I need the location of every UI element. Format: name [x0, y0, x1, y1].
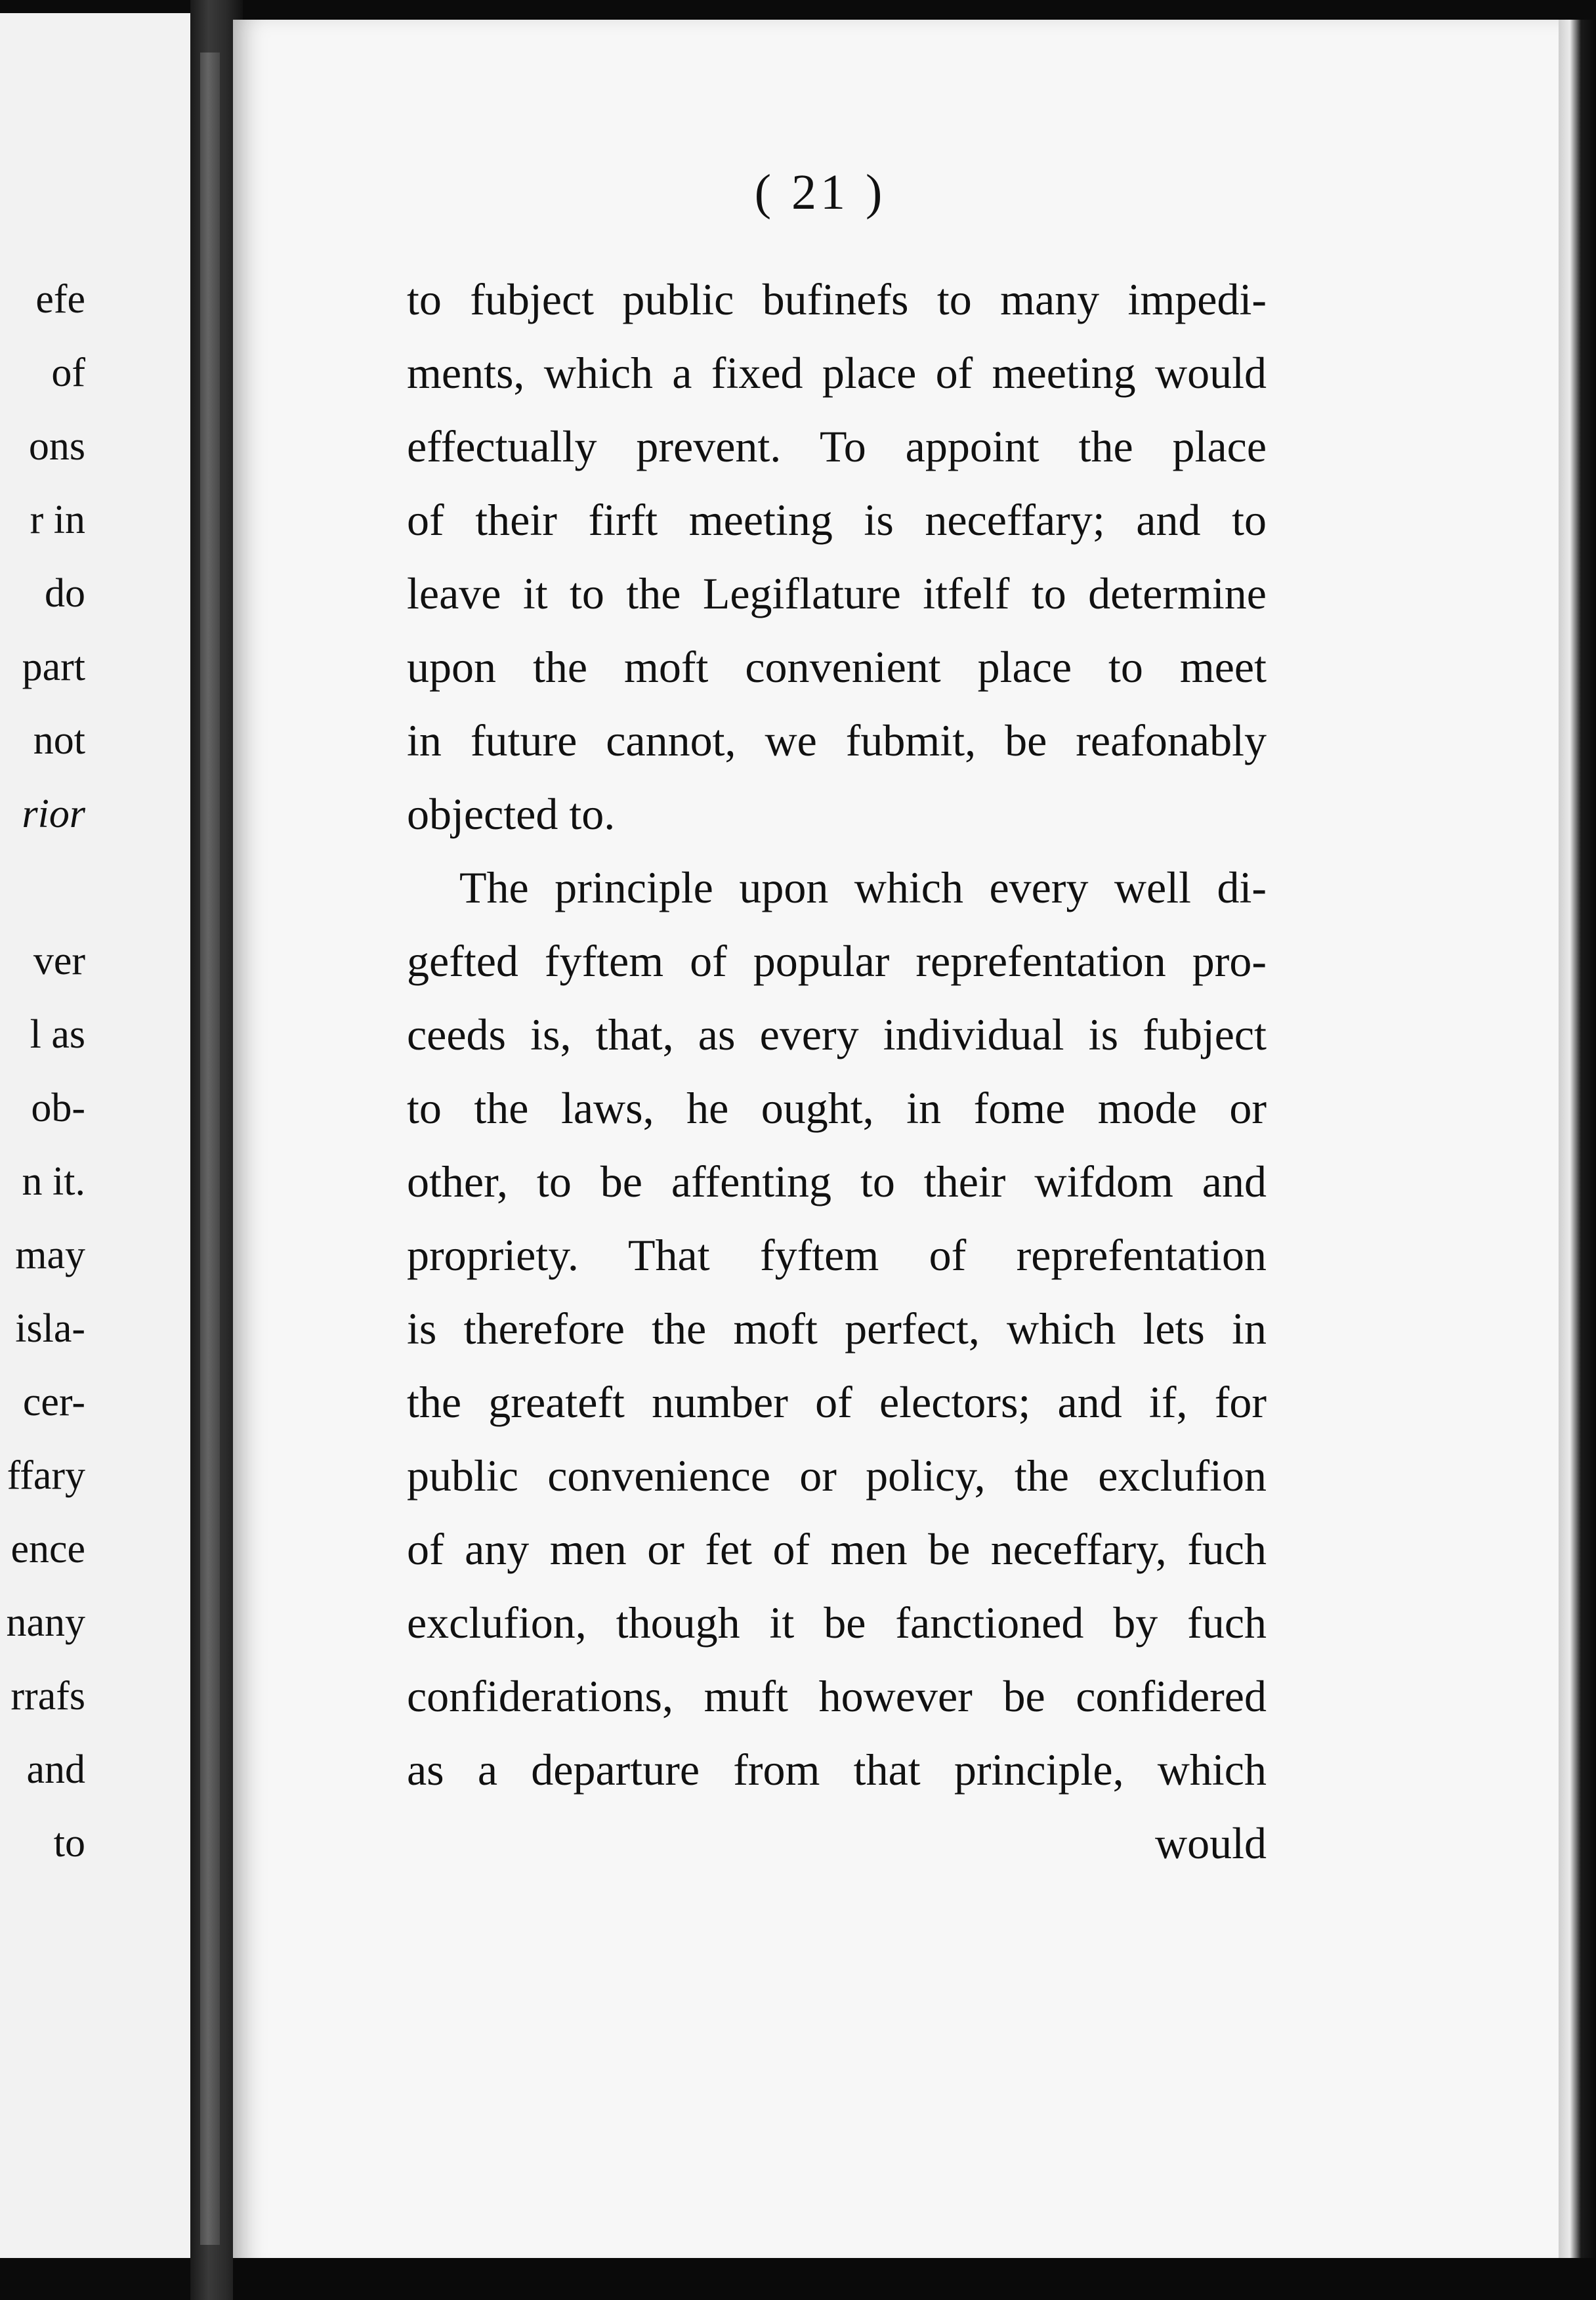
text-line: to the laws, he ought, in fome mode or: [407, 1083, 1267, 1133]
text-line: to fubject public bufinefs to many impedi-: [407, 274, 1267, 324]
left-fragment: not: [33, 718, 85, 763]
left-fragment: r in: [30, 498, 85, 542]
left-page-text-fragments: [0, 263, 85, 1880]
left-fragment: to: [53, 1821, 85, 1865]
text-line: ments, which a fixed place of meeting would: [407, 348, 1267, 398]
text-line: objected to.: [407, 789, 616, 839]
left-facing-page: [0, 13, 190, 2258]
left-fragment: nany: [6, 1600, 85, 1645]
page-right-edge: [1559, 20, 1596, 2278]
text-line: ceeds is, that, as every individual is fubject: [407, 1010, 1267, 1059]
left-fragment: ob-: [31, 1086, 85, 1130]
text-line: upon the moft convenient place to meet: [407, 642, 1267, 692]
text-line: the greateft number of electors; and if, for: [407, 1377, 1267, 1427]
left-fragment: and: [26, 1747, 85, 1792]
left-fragment: rrafs: [10, 1674, 85, 1718]
left-fragment: n it.: [22, 1159, 85, 1204]
left-fragment: cer-: [22, 1380, 85, 1424]
text-line: public convenience or policy, the exclufion: [407, 1451, 1267, 1501]
text-line: of their firft meeting is neceffary; and to: [407, 495, 1267, 545]
left-fragment: efe: [35, 277, 85, 322]
text-line: as a departure from that principle, which: [407, 1745, 1267, 1795]
left-fragment: l as: [30, 1012, 85, 1057]
left-fragment: ffary: [7, 1453, 85, 1498]
left-fragment: rior: [22, 792, 85, 836]
text-line: confiderations, muft however be confidered: [407, 1671, 1267, 1721]
text-line: leave it to the Legiflature itfelf to determine: [407, 568, 1267, 618]
left-fragment: may: [15, 1233, 85, 1277]
left-fragment: part: [22, 645, 85, 689]
text-line: other, to be affenting to their wifdom and: [407, 1157, 1267, 1206]
text-line: exclufion, though it be fanctioned by fuch: [407, 1598, 1267, 1648]
page-bottom-edge: [233, 2258, 1596, 2300]
gutter-highlight: [200, 53, 220, 2245]
text-line: in future cannot, we fubmit, be reafonably: [407, 715, 1267, 765]
left-fragment: of: [51, 351, 85, 395]
left-fragment: isla-: [15, 1306, 85, 1351]
text-line: is therefore the moft perfect, which lets in: [407, 1304, 1267, 1353]
text-line: propriety. That fyftem of reprefentation: [407, 1230, 1267, 1280]
catchword: would: [1155, 1818, 1267, 1868]
text-line: effectually prevent. To appoint the place: [407, 421, 1267, 471]
left-fragment: do: [45, 571, 85, 616]
left-fragment: ver: [33, 939, 85, 983]
page-number: ( 21 ): [754, 165, 887, 220]
text-line: gefted fyftem of popular reprefentation pro-: [407, 936, 1267, 986]
left-fragment: ons: [28, 424, 85, 469]
left-paragraph-gap: [0, 851, 85, 924]
text-line: of any men or fet of men be neceffary, fuch: [407, 1524, 1267, 1574]
left-fragment: ence: [10, 1527, 85, 1571]
body-text: [407, 263, 1267, 1880]
text-line: The principle upon which every well di-: [459, 862, 1267, 912]
